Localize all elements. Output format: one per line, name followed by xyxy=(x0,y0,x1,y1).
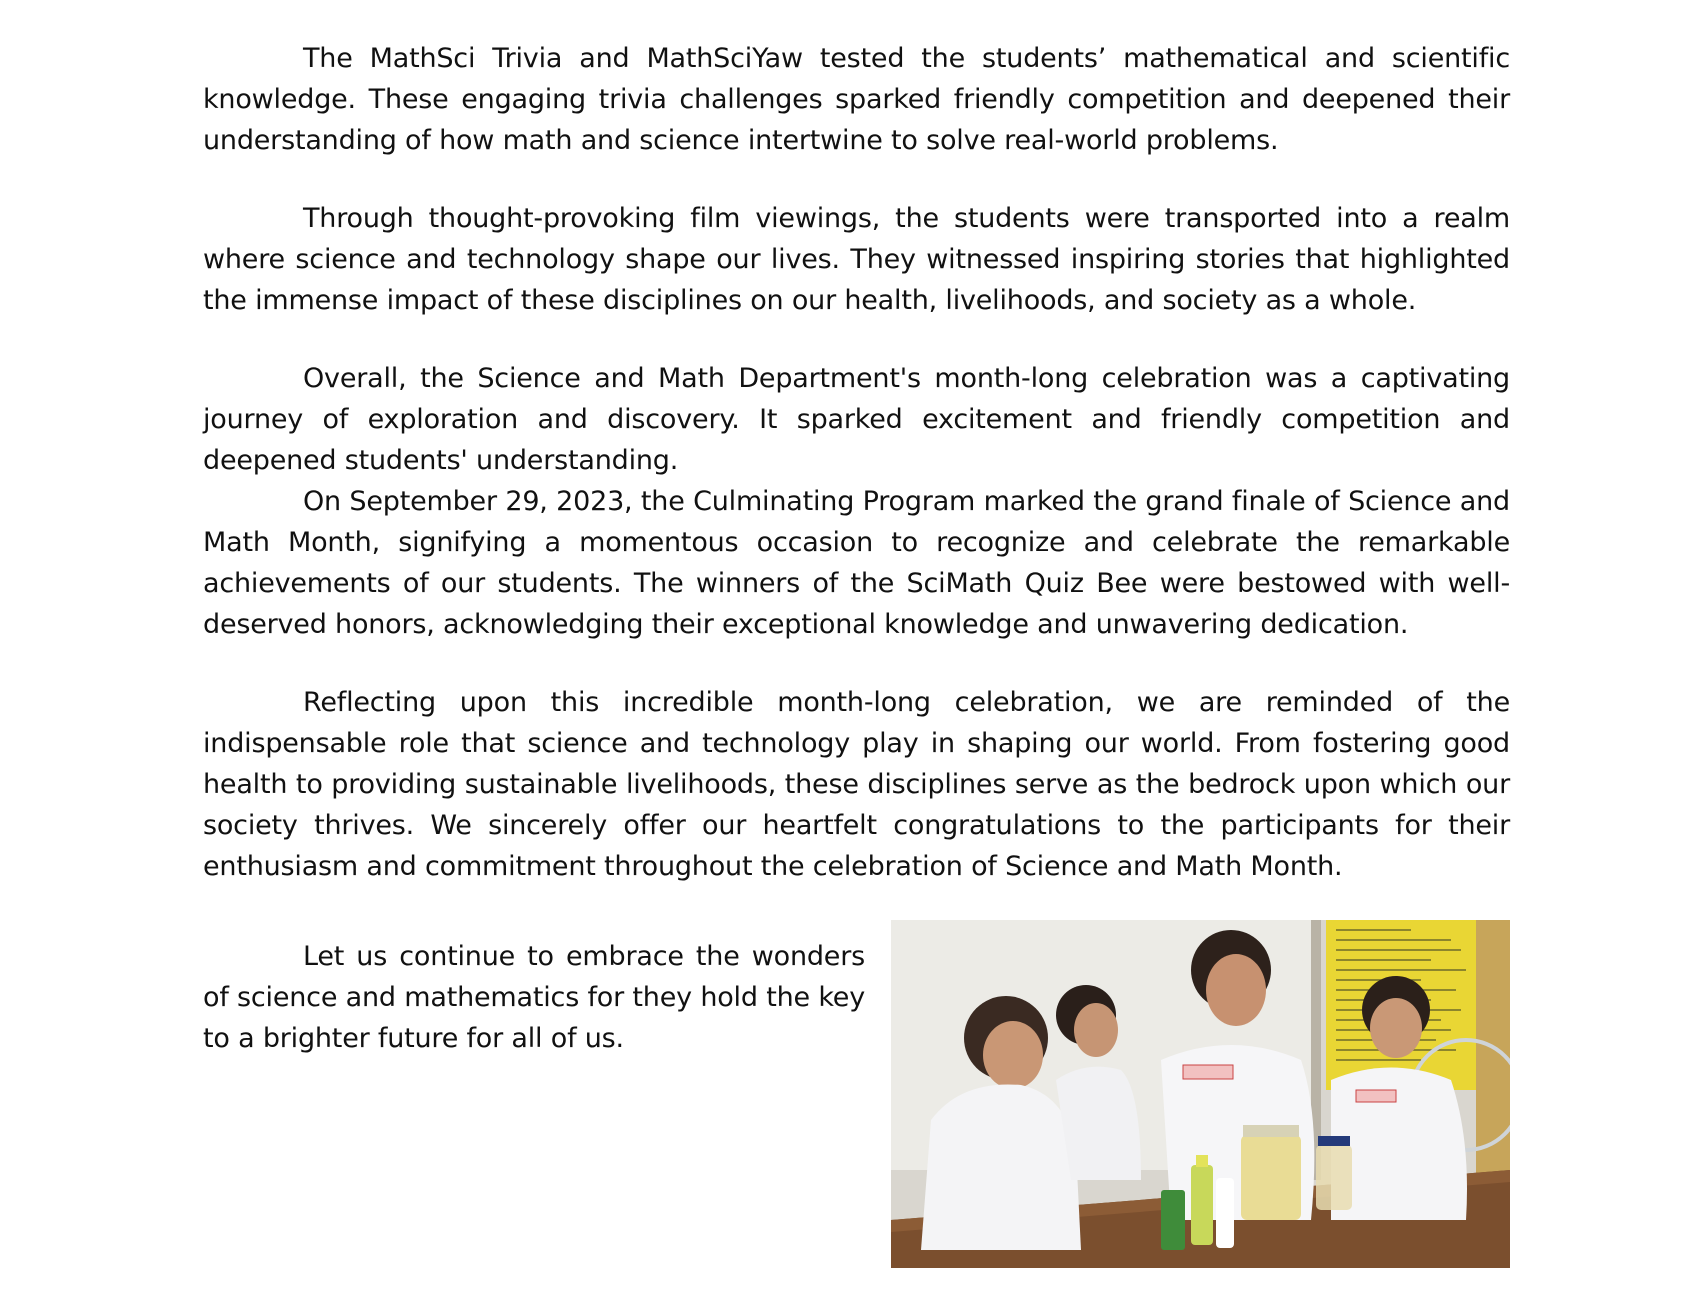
paragraph-trivia: The MathSci Trivia and MathSciYaw tested the students’ mathematical and scientific knowledge. These engaging trivia challenges sparked friendly competition and deepened their understanding of how math and science intertwine to solve real-world problems. xyxy=(203,43,1510,156)
photo-illustration xyxy=(891,920,1510,1268)
paragraph-reflection: Reflecting upon this incredible month-long celebration, we are reminded of the indispensable role that science and technology play in shaping our world. From fostering good health to providing sustainable livelihoods, these disciplines serve as the bedrock upon which our society thrives. We sincerely offer our heartfelt congratulations to the participants for their enthusiasm and commitment throughout the celebration of Science and Math Month. xyxy=(203,687,1510,882)
paragraph-culminating-program: On September 29, 2023, the Culminating Program marked the grand finale of Science and Math Month, signifying a momentous occasion to recognize and celebrate the remarkable achievements of our students. The winners of the SciMath Quiz Bee were bestowed with well-deserved honors, acknowledging their exceptional knowledge and unwavering dedication. xyxy=(203,486,1510,640)
students-experiment-photo xyxy=(891,920,1510,1268)
closing-section xyxy=(203,936,865,1059)
document-body xyxy=(203,38,1510,887)
paragraph-closing: Let us continue to embrace the wonders of science and mathematics for they hold the key to a brighter future for all of us. xyxy=(203,941,865,1054)
paragraph-film-viewing: Through thought-provoking film viewings, the students were transported into a realm where science and technology shape our lives. They witnessed inspiring stories that highlighted the immense impact of these disciplines on our health, livelihoods, and society as a whole. xyxy=(203,203,1510,316)
paragraph-overall: Overall, the Science and Math Department's month-long celebration was a captivating journey of exploration and discovery. It sparked excitement and friendly competition and deepened students' understanding. xyxy=(203,363,1510,476)
